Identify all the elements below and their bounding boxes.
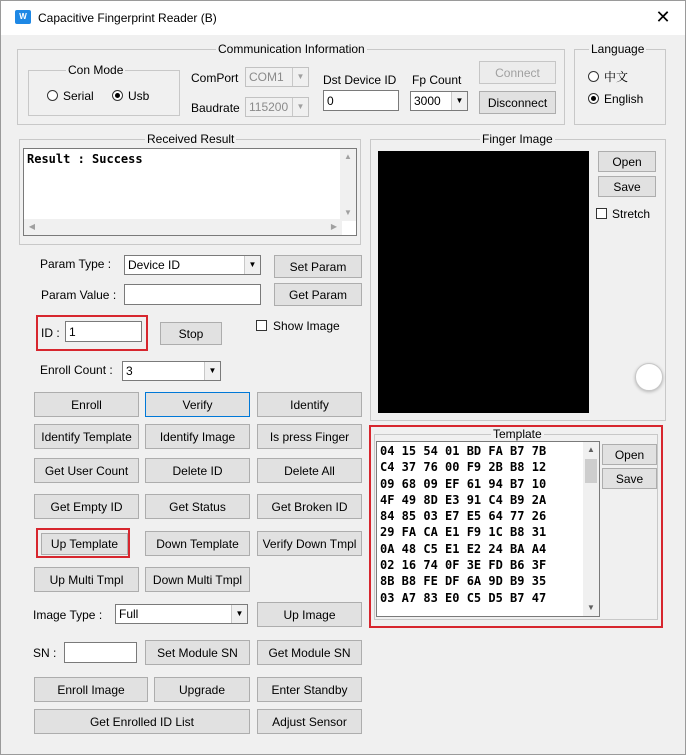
finger-open-button[interactable]: Open: [598, 151, 656, 172]
get-empty-id-button[interactable]: Get Empty ID: [34, 494, 139, 519]
get-param-button[interactable]: Get Param: [274, 283, 362, 306]
template-hex-line: C4 37 76 00 F9 2B B8 12: [380, 460, 547, 475]
sn-input[interactable]: [64, 642, 137, 663]
identify-button[interactable]: Identify: [257, 392, 362, 417]
template-hex-line: 29 FA CA E1 F9 1C B8 31: [380, 525, 547, 540]
param-value-input[interactable]: [124, 284, 261, 305]
baudrate-select[interactable]: [245, 97, 309, 117]
show-image-checkbox[interactable]: [256, 320, 267, 331]
enroll-image-button[interactable]: Enroll Image: [34, 677, 148, 702]
get-enrolled-id-list-button[interactable]: Get Enrolled ID List: [34, 709, 250, 734]
chevron-down-icon: ▼: [231, 605, 247, 623]
show-image-label: Show Image: [273, 319, 340, 333]
usb-label: Usb: [128, 89, 150, 103]
template-vscroll[interactable]: [583, 442, 599, 616]
chevron-down-icon: ▼: [204, 362, 220, 380]
communication-info-legend: Communication Information: [218, 42, 365, 56]
english-label: English: [604, 92, 644, 106]
image-type-value: Full: [119, 607, 139, 621]
identify-template-button[interactable]: Identify Template: [34, 424, 139, 449]
received-result-legend: Received Result: [147, 132, 235, 146]
set-module-sn-button[interactable]: Set Module SN: [145, 640, 250, 665]
template-hex-line: 0A 48 C5 E1 E2 24 BA A4: [380, 541, 547, 556]
enroll-count-select[interactable]: [122, 361, 221, 381]
dst-device-id-input[interactable]: [323, 90, 399, 111]
up-image-button[interactable]: Up Image: [257, 602, 362, 627]
finger-save-button[interactable]: Save: [598, 176, 656, 197]
template-hex-line: 04 15 54 01 BD FA B7 7B: [380, 444, 547, 458]
fp-count-select[interactable]: [410, 91, 468, 111]
scroll-down-icon[interactable]: ▼: [344, 208, 352, 217]
template-hex-line: 8B B8 FE DF 6A 9D B9 35: [380, 574, 547, 589]
comport-label: ComPort: [191, 71, 239, 85]
english-radio[interactable]: [588, 93, 599, 104]
received-result-text: Result : Success: [27, 152, 143, 166]
delete-all-button[interactable]: Delete All: [257, 458, 362, 483]
baudrate-value: 115200: [249, 100, 289, 114]
chevron-down-icon: ▼: [292, 68, 308, 86]
baudrate-label: Baudrate: [191, 101, 240, 115]
scroll-down-icon[interactable]: ▼: [587, 603, 595, 612]
circle-icon: [635, 363, 663, 391]
stretch-label: Stretch: [612, 207, 651, 221]
get-user-count-button[interactable]: Get User Count: [34, 458, 139, 483]
upgrade-button[interactable]: Upgrade: [154, 677, 250, 702]
chevron-down-icon: ▼: [451, 92, 467, 110]
param-type-value: Device ID: [128, 258, 181, 272]
down-multi-tmpl-button[interactable]: Down Multi Tmpl: [145, 567, 250, 592]
set-param-button[interactable]: Set Param: [274, 255, 362, 278]
param-type-label: Param Type :: [40, 257, 112, 271]
comport-value: COM1: [249, 70, 284, 84]
serial-radio[interactable]: [47, 90, 58, 101]
get-status-button[interactable]: Get Status: [145, 494, 250, 519]
serial-label: Serial: [63, 89, 94, 103]
con-mode-legend: Con Mode: [68, 63, 124, 77]
dst-device-id-label: Dst Device ID: [323, 73, 397, 87]
scroll-thumb[interactable]: [585, 459, 597, 483]
template-open-button[interactable]: Open: [602, 444, 657, 465]
template-legend: Template: [493, 427, 542, 441]
param-value-label: Param Value :: [41, 288, 117, 302]
template-hex-line: 09 68 09 EF 61 94 B7 10: [380, 476, 547, 491]
stop-button[interactable]: Stop: [160, 322, 222, 345]
chinese-label: 中文: [604, 70, 629, 84]
template-save-button[interactable]: Save: [602, 468, 657, 489]
identify-image-button[interactable]: Identify Image: [145, 424, 250, 449]
language-legend: Language: [591, 42, 645, 56]
enroll-count-label: Enroll Count :: [40, 363, 113, 377]
image-type-label: Image Type :: [33, 608, 103, 622]
received-result-textarea[interactable]: [23, 148, 357, 236]
template-hex-lines: [380, 443, 546, 606]
up-multi-tmpl-button[interactable]: Up Multi Tmpl: [34, 567, 139, 592]
finger-image-legend: Finger Image: [482, 132, 553, 146]
verify-down-tmpl-button[interactable]: Verify Down Tmpl: [257, 531, 362, 556]
param-type-select[interactable]: [124, 255, 261, 275]
comport-select[interactable]: [245, 67, 309, 87]
chevron-down-icon: ▼: [292, 98, 308, 116]
stretch-checkbox[interactable]: [596, 208, 607, 219]
scroll-right-icon[interactable]: ▶: [330, 222, 338, 231]
scroll-left-icon[interactable]: ◀: [28, 222, 36, 231]
usb-radio[interactable]: [112, 90, 123, 101]
scroll-up-icon[interactable]: ▲: [587, 445, 595, 454]
template-hex-line: 4F 49 8D E3 91 C4 B9 2A: [380, 492, 547, 507]
title-bar: [1, 1, 685, 35]
fp-count-value: 3000: [414, 94, 441, 108]
down-template-button[interactable]: Down Template: [145, 531, 250, 556]
delete-id-button[interactable]: Delete ID: [145, 458, 250, 483]
received-result-hscroll[interactable]: [24, 219, 342, 235]
id-label: ID :: [41, 326, 60, 340]
disconnect-button[interactable]: Disconnect: [479, 91, 556, 114]
get-broken-id-button[interactable]: Get Broken ID: [257, 494, 362, 519]
window-title: Capacitive Fingerprint Reader (B): [38, 11, 217, 25]
image-type-select[interactable]: [115, 604, 248, 624]
up-template-button[interactable]: Up Template: [41, 533, 128, 555]
enter-standby-button[interactable]: Enter Standby: [257, 677, 362, 702]
app-logo-icon: W: [15, 10, 31, 24]
language-group: [574, 42, 666, 125]
verify-button[interactable]: Verify: [145, 392, 250, 417]
template-hex-line: 02 16 74 0F 3E FD B6 3F: [380, 558, 547, 573]
adjust-sensor-button[interactable]: Adjust Sensor: [257, 709, 362, 734]
close-icon[interactable]: ✕: [655, 7, 671, 27]
sn-label: SN :: [33, 646, 57, 660]
enroll-button[interactable]: Enroll: [34, 392, 139, 417]
id-input[interactable]: [65, 321, 142, 342]
template-hex-line: 03 A7 83 E0 C5 D5 B7 47: [380, 590, 547, 605]
get-module-sn-button[interactable]: Get Module SN: [257, 640, 362, 665]
template-hex-line: 84 85 03 E7 E5 64 77 26: [380, 509, 547, 524]
scroll-up-icon[interactable]: ▲: [344, 152, 352, 161]
received-result-vscroll[interactable]: [340, 149, 356, 221]
template-textarea[interactable]: [376, 441, 600, 617]
enroll-count-value: 3: [126, 364, 133, 378]
finger-image-display: [378, 151, 589, 413]
chevron-down-icon: ▼: [244, 256, 260, 274]
chinese-radio[interactable]: [588, 71, 599, 82]
connect-button[interactable]: Connect: [479, 61, 556, 84]
is-press-finger-button[interactable]: Is press Finger: [257, 424, 362, 449]
fp-count-label: Fp Count: [412, 73, 462, 87]
